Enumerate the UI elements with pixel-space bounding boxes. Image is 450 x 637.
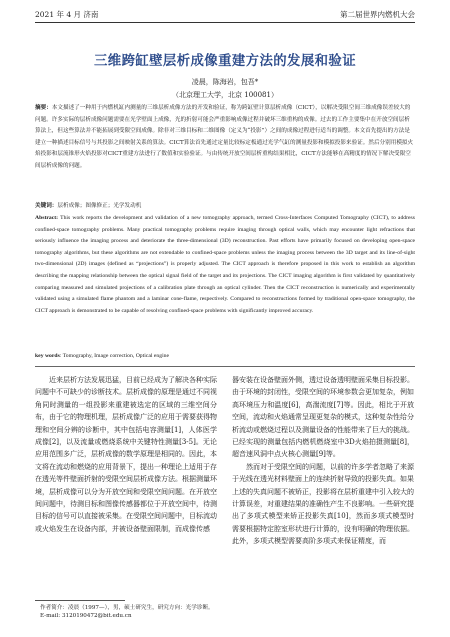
keywords-cn-text: 层析成像；图像修正；光学发动机: [57, 203, 142, 209]
footnote-author: 作者简介：凌晨（1997—），男，硕士研究生，研究方向：光学诊断。: [40, 605, 214, 611]
paper-title: 三维跨缸壁层析成像重建方法的发展和验证: [93, 54, 357, 69]
section-divider: [35, 366, 415, 367]
keywords-en-text: : Tomography, Image correction, Optical engine: [59, 353, 170, 359]
running-header: [35, 6, 415, 20]
abstract-en: [35, 213, 415, 317]
abstract-en-text: This work reports the development and validation of a new tomography approach, termed Cross-Interfaces Computed Tomography (CICT), to address confined-space tomography problems. Many practical tomography problems require imaging through optical walls, which may encounter light refractions that seriously influence the imaging process and deteriorate the three-dimensional (3D) reconstruction. Past efforts have primarily focused on developing open-space tomography algorithms, but these algorithms are not extendable to confined-space problems unless the imaging process between the 3D target and its line-of-sight two-dimensional (2D) images (defined as “projections”) is properly adjusted. The CICT approach is therefore proposed in this work to establish an algorithm describing the mapping relationship between the optical signal field of the target and its projections. The CICT imaging algorithm is first validated by quantitatively comparing measured and simulated projections of a calibration plate through an optical cylinder. Then the CICT reconstruction is numerically and experimentally validated using a simulated flame phantom and a laminar cone-flame, respectively. Compared to reconstructions formed by traditional open-space tomography, the CICT approach is demonstrated to be capable of resolving confined-space problems with significantly improved accuracy.: [35, 215, 415, 314]
body-column-right: [232, 374, 414, 548]
affiliation: （北京理工大学，北京 100081）: [172, 91, 278, 99]
abstract-cn-label: 摘要：: [35, 105, 52, 111]
header-left: 2021 年 4 月 济南: [35, 10, 99, 19]
keywords-en-label: key words: [35, 353, 60, 359]
footnote-rule: [35, 600, 125, 601]
body-right-paragraph-1: 器安装在设备壁面外侧，透过设备透明壁面采集目标投影。由于环境的封闭性，受限空间的环境参数会更加复杂，例如高环境压力和温度[6]，高湍流度[7]等。因此，相比于开放空间，流动和火焰通常呈现更复杂的模式，这种复杂性给分析流动或燃烧过程以及测量设备的性能带来了巨大的挑战。已经实现的测量包括内燃机燃烧室中3D火焰拍摄测量[8]，超音速风洞中点火核心测量[9]等。: [232, 376, 414, 459]
keywords-en: [35, 353, 415, 359]
body-column-left: 近来层析方法发展迅猛，目前已经成为了解决各种实际问题中不可缺少的诊断技术。层析成像的原理是通过不同视角同时测量的一组投影来重建被选定的区域的三维空间分布，由于它的物理机理，层析成像广泛的应用于需要获得物理和空间分辨的诊断中，其中包括电容测量[1]，人体医学成像[2]，以及流量或燃烧系统中关键特性测量[3-5]。无论应用范围多广泛，层析成像的数学原理是相同的。因此，本文将在流动和燃烧的应用背景下，提出一种理论上适用于存在透光等件壁面折射的受限空间层析成像方法。根据测量环境，层析成像可以分为开放空间和受限空间问题。在开放空间问题中，待测目标和图像传感器都位于开放空间中，待测目标的信号可以直接被采集。在受限空间问题中，目标流动或火焰发生在设备内部，并被设备壁面限制，而成像传感: [35, 376, 217, 533]
abstract-cn: [35, 103, 415, 173]
authors: 凌晨，陈海岩，包吾*: [191, 78, 259, 86]
body-right-paragraph-2: 然而对于受限空间的问题，以前的许多学者忽略了来源于光线在透光材料壁面上的连续折射导致的投影失真。如果上述的失真问题不被矫正，投影将在层析重建中引入较大的计算误差，对重建结果的准确性产生不良影响。一些研究提出了多项式模型来矫正投影失真[10]，然而多项式模型时需要根据特定腔室形状进行计算的，没有明确的物理依据。此外，多项式模型需要高阶多项式来保证精度，而: [232, 462, 414, 546]
keywords-cn-label: 关键词：: [35, 203, 58, 209]
footnote-email: E-mail: 3120190472@bit.edu.cn: [40, 613, 132, 619]
header-rule: [35, 22, 415, 23]
abstract-en-label: Abstract:: [35, 215, 59, 221]
header-right: 第二届世界内燃机大会: [340, 10, 415, 19]
abstract-cn-text: 本文描述了一种用于内燃机缸内测量的三维层析成像方法的开发和验证，称为跨缸壁计算层析成像（CICT），以解决受限空间三维成像误差较大的问题。许多实际的层析成像问题需要在光学壁面上成像，光的折射可能会严重影响成像过程并破坏三维重构的成像。过去的工作主要集中在开放空间层析算法上，但这些算法并不能拓展到受限空间成像。除非对三维目标和二维图像（定义为“投影”）之间的成像过程进行适当的调整。本文首先提出的方法是建立一种描述目标信号与其投影之间映射关系的算法。CICT算法首先通过定量比较标定板通过光学气缸的测量投影和模拟投影来验证。然后分别用模拟火焰投影和层流锥形火焰投影对CICT重建方法进行了数值和实验验证。与由传统开放空间层析重构结果相比，CICT方法能够在高精度的情况下解决受限空间层析成像的问题。: [35, 105, 414, 169]
keywords-cn: [35, 201, 415, 209]
